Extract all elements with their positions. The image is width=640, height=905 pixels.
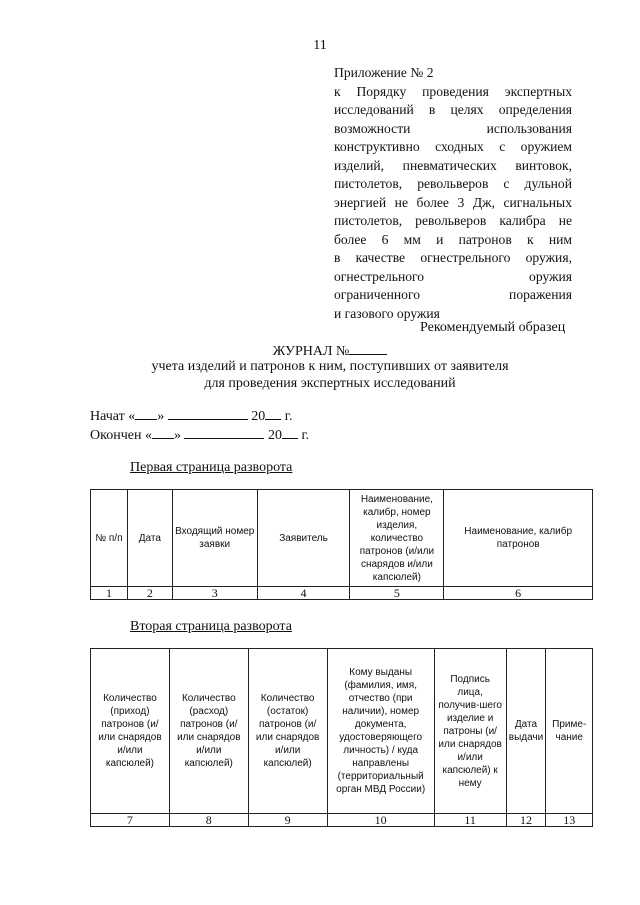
column-number: 4: [257, 587, 350, 600]
journal-title-text: ЖУРНАЛ №: [272, 344, 350, 359]
column-number: 11: [434, 814, 506, 827]
header-cell: Дата: [127, 490, 172, 587]
header-cell: Подпись лица, получив-шего изделие и патроны (и/или снарядов и/или капсюлей) к нему: [434, 649, 506, 814]
column-number-row: [91, 814, 593, 827]
journal-subtitle: [0, 358, 640, 392]
blank-year: [282, 426, 298, 439]
header-cell: Заявитель: [257, 490, 350, 587]
column-number: 10: [327, 814, 434, 827]
column-number: 12: [506, 814, 546, 827]
appendix-line: возможности использования: [334, 120, 572, 136]
appendix-line: ограниченного поражения: [334, 287, 572, 302]
table-header-row: [91, 649, 593, 814]
second-spread-table: [90, 648, 593, 827]
sample-note: Рекомендуемый образец: [420, 320, 566, 335]
blank-month: [168, 407, 248, 420]
column-number: 6: [444, 587, 593, 600]
header-cell: № п/п: [91, 490, 128, 587]
column-number: 13: [546, 814, 593, 827]
column-number: 5: [350, 587, 444, 600]
blank-day: [152, 426, 174, 439]
header-cell: Количество (расход) патронов (и/или снарядов и/или капсюлей): [169, 649, 248, 814]
first-spread-table: [90, 489, 593, 600]
appendix-line: пистолетов, револьверов калибра не: [334, 213, 572, 228]
appendix-line: изделий, пневматических винтовок,: [334, 157, 572, 173]
column-number-row: [91, 587, 593, 600]
appendix-title: Приложение № 2: [334, 65, 434, 80]
blank-year: [265, 407, 281, 420]
appendix-line: энергией не более 3 Дж, сигнальных: [334, 194, 572, 210]
header-cell: Количество (остаток) патронов (и/или снарядов и/или капсюлей): [248, 649, 327, 814]
appendix-line: огнестрельного оружия: [334, 268, 572, 284]
table-header-row: [91, 490, 593, 587]
journal-subtitle-line: для проведения экспертных исследований: [204, 376, 456, 391]
blank-month: [184, 426, 264, 439]
appendix-line: исследований в целях определения: [334, 102, 572, 117]
first-spread-title: Первая страница разворота: [130, 460, 293, 475]
date-finished: Окончен « » 20 г.: [90, 428, 310, 443]
page-number: 11: [313, 38, 327, 53]
appendix-line: пистолетов, револьверов с дульной: [334, 176, 572, 191]
column-number: 9: [248, 814, 327, 827]
column-number: 3: [172, 587, 257, 600]
header-cell: Входящий номер заявки: [172, 490, 257, 587]
column-number: 1: [91, 587, 128, 600]
appendix-line: и газового оружия: [334, 305, 440, 321]
header-cell: Дата выдачи: [506, 649, 546, 814]
date-started: Начат « » 20 г.: [90, 409, 293, 424]
header-cell: Приме-чание: [546, 649, 593, 814]
header-cell: Наименование, калибр, номер изделия, количество патронов (и/или снарядов и/или капсюлей): [350, 490, 444, 587]
appendix-line: к Порядку проведения экспертных: [334, 83, 572, 99]
header-cell: Количество (приход) патронов (и/или снарядов и/или капсюлей): [91, 649, 170, 814]
second-spread-title: Вторая страница разворота: [130, 619, 292, 634]
blank-day: [135, 407, 157, 420]
appendix-line: более 6 мм и патронов к ним: [334, 231, 572, 247]
appendix-line: в качестве огнестрельного оружия,: [334, 250, 572, 265]
column-number: 2: [127, 587, 172, 600]
appendix-block: [334, 64, 572, 323]
header-cell: Кому выданы (фамилия, имя, отчество (при наличии), номер документа, удостоверяющего личность) / куда направлены (территориальный орган МВД России): [327, 649, 434, 814]
header-cell: Наименование, калибр патронов: [444, 490, 593, 587]
column-number: 8: [169, 814, 248, 827]
journal-number-blank: [349, 341, 387, 355]
appendix-line: конструктивно сходных с оружием: [334, 139, 572, 154]
column-number: 7: [91, 814, 170, 827]
journal-subtitle-line: учета изделий и патронов к ним, поступивших от заявителя: [151, 359, 509, 374]
journal-dates: [90, 407, 309, 445]
